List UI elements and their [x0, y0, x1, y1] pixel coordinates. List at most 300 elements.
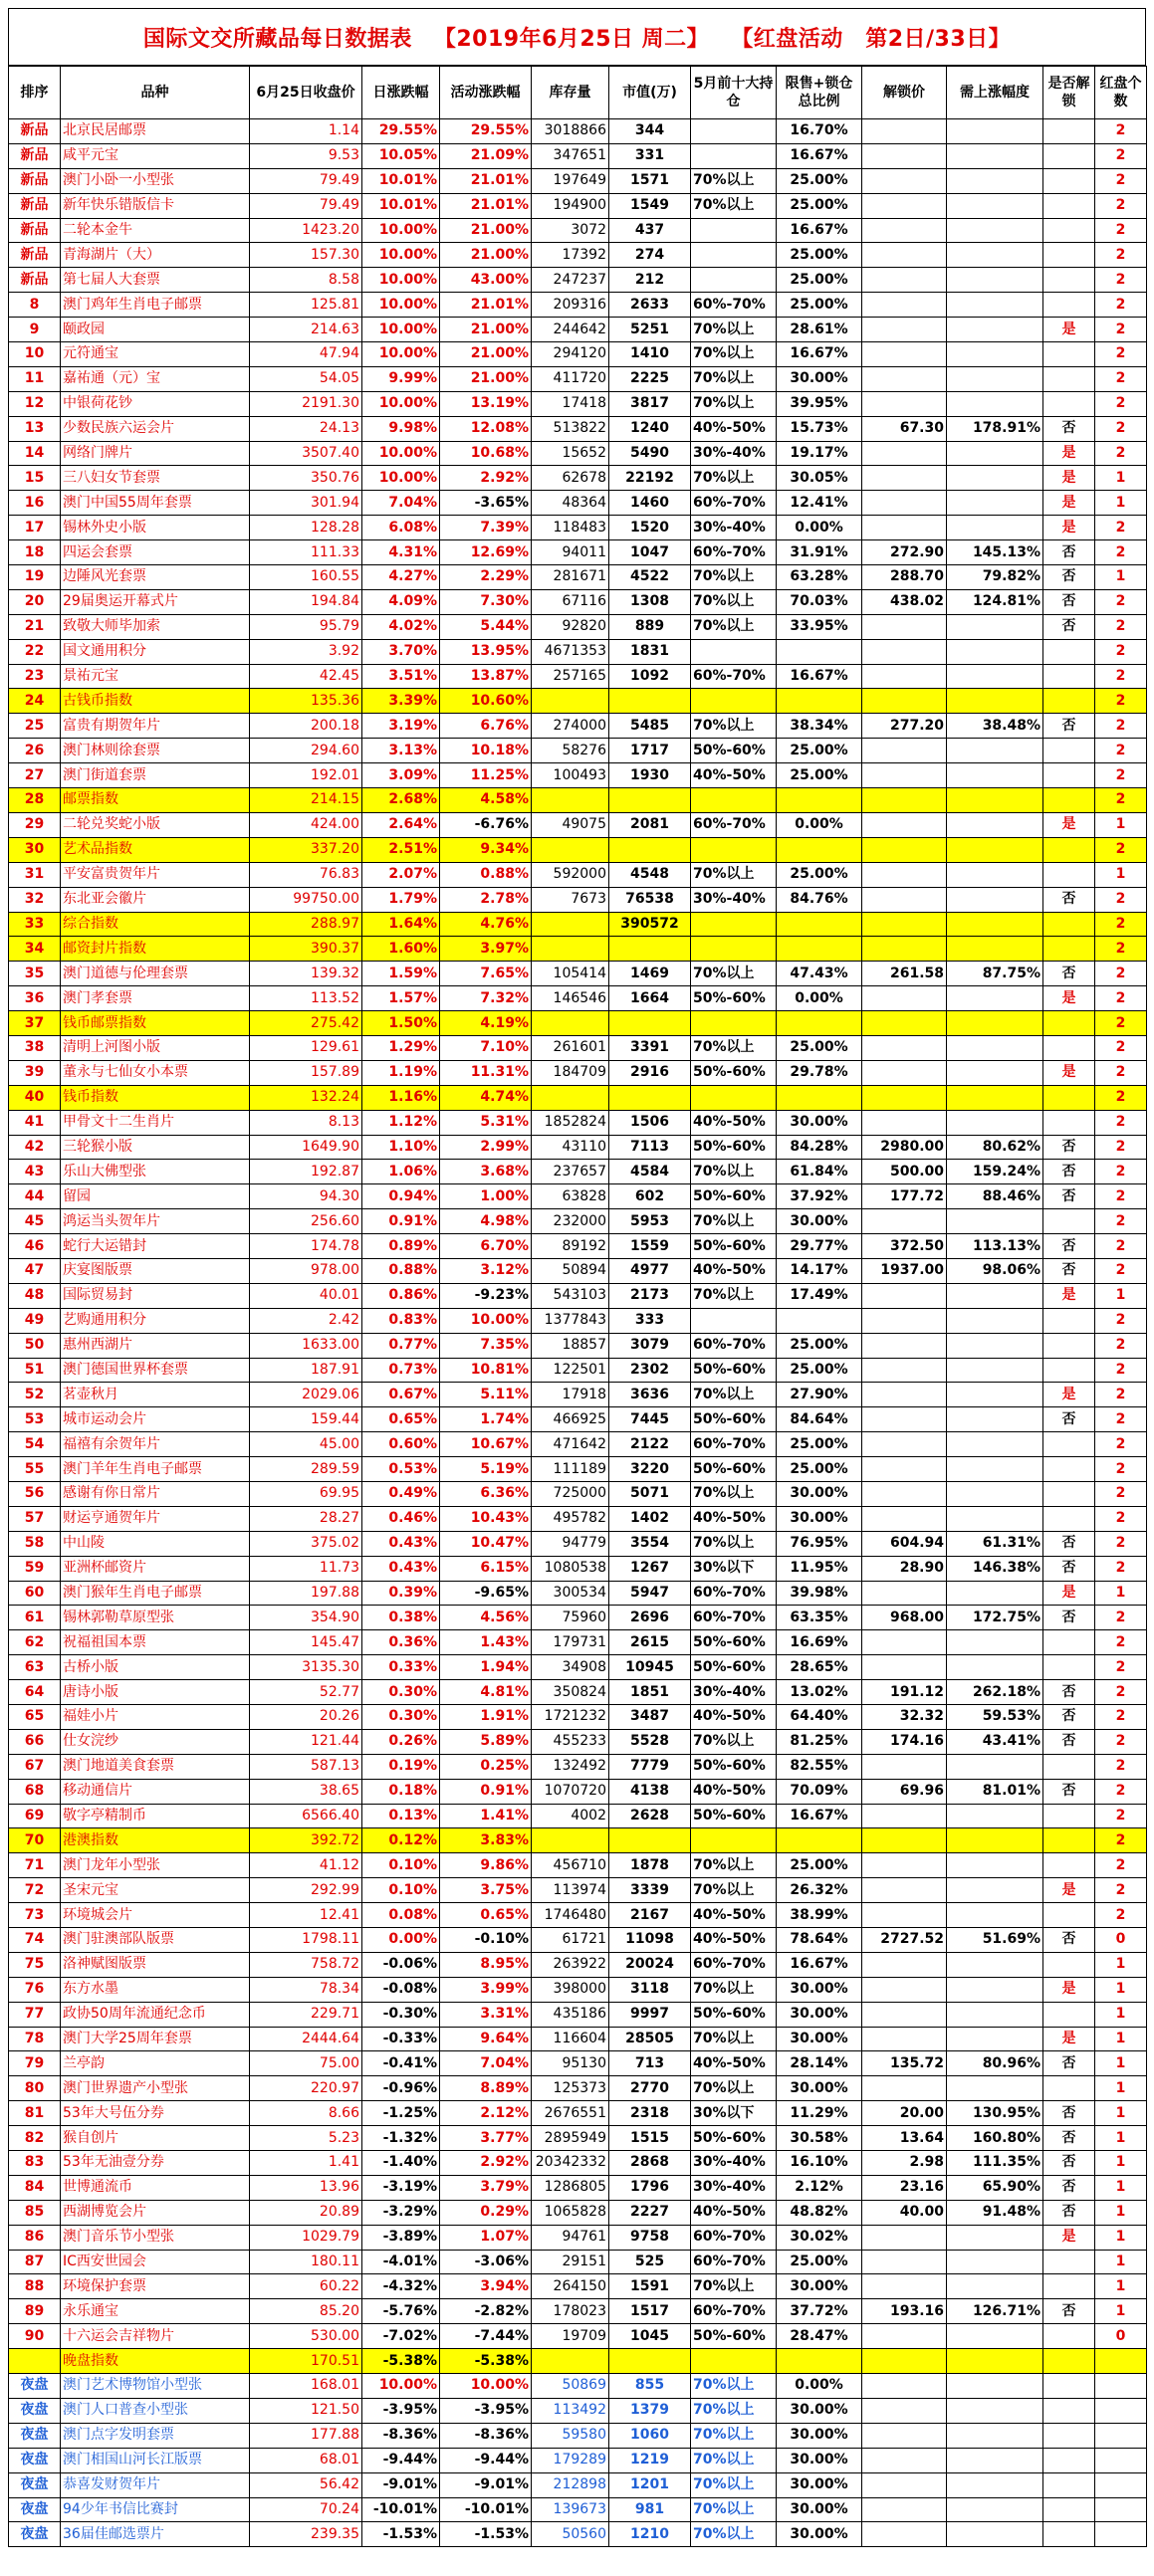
cell-activity-change: 2.12%	[440, 2101, 532, 2126]
cell-rank: 12	[9, 391, 61, 416]
cell-red-count: 2	[1095, 293, 1147, 318]
cell-red-count: 2	[1095, 1060, 1147, 1085]
cell-red-count: 2	[1095, 193, 1147, 218]
cell-is-unlocked	[1043, 342, 1095, 367]
cell-top10-holding	[691, 119, 777, 144]
cell-day-change: 3.70%	[362, 639, 440, 664]
cell-is-unlocked: 是	[1043, 1060, 1095, 1085]
cell-needed-rise	[947, 318, 1043, 342]
cell-unlock-price	[862, 2225, 947, 2250]
cell-day-change: 0.89%	[362, 1234, 440, 1259]
cell-name: 茗壶秋月	[61, 1383, 250, 1407]
cell-lock-ratio: 39.98%	[777, 1581, 862, 1606]
table-row	[9, 491, 1147, 516]
cell-market-cap: 1831	[609, 639, 691, 664]
cell-unlock-price	[862, 1383, 947, 1407]
cell-name: 少数民族六运会片	[61, 416, 250, 441]
cell-lock-ratio: 37.72%	[777, 2299, 862, 2324]
cell-stock: 247237	[532, 268, 609, 293]
cell-lock-ratio: 28.47%	[777, 2324, 862, 2349]
table-row	[9, 1184, 1147, 1209]
cell-is-unlocked	[1043, 2497, 1095, 2522]
cell-is-unlocked	[1043, 1457, 1095, 1482]
header-needed-rise: 需上涨幅度	[947, 67, 1043, 119]
cell-market-cap: 1851	[609, 1680, 691, 1705]
cell-close-price: 60.22	[250, 2274, 362, 2299]
cell-red-count: 2	[1095, 1258, 1147, 1283]
cell-is-unlocked: 否	[1043, 2101, 1095, 2126]
cell-is-unlocked	[1043, 366, 1095, 391]
cell-unlock-price	[862, 862, 947, 887]
header-close-price: 6月25日收盘价	[250, 67, 362, 119]
cell-top10-holding: 60%-70%	[691, 540, 777, 565]
cell-name: 敬字亭精制币	[61, 1804, 250, 1828]
cell-top10-holding: 50%-60%	[691, 1804, 777, 1828]
cell-unlock-price	[862, 812, 947, 837]
cell-lock-ratio: 30.00%	[777, 1481, 862, 1506]
cell-is-unlocked: 否	[1043, 2126, 1095, 2151]
cell-day-change: -0.30%	[362, 2002, 440, 2027]
cell-close-price: 354.90	[250, 1606, 362, 1630]
cell-market-cap: 889	[609, 614, 691, 639]
cell-is-unlocked	[1043, 1085, 1095, 1110]
cell-stock: 29151	[532, 2250, 609, 2274]
cell-name: 十六运会吉祥物片	[61, 2324, 250, 2349]
cell-is-unlocked	[1043, 1952, 1095, 1977]
cell-red-count: 2	[1095, 1680, 1147, 1705]
cell-activity-change: -3.95%	[440, 2398, 532, 2423]
cell-close-price: 28.27	[250, 1506, 362, 1531]
cell-rank: 38	[9, 1035, 61, 1060]
cell-top10-holding: 70%以上	[691, 391, 777, 416]
cell-name: 邮资封片指数	[61, 937, 250, 962]
cell-red-count: 1	[1095, 491, 1147, 516]
sheet-title-bar	[8, 8, 1146, 66]
cell-stock	[532, 937, 609, 962]
cell-rank	[9, 2349, 61, 2374]
cell-day-change: 4.02%	[362, 614, 440, 639]
cell-is-unlocked	[1043, 1481, 1095, 1506]
cell-rank: 新品	[9, 218, 61, 243]
cell-market-cap: 1410	[609, 342, 691, 367]
cell-top10-holding: 70%以上	[691, 589, 777, 614]
cell-top10-holding: 50%-60%	[691, 1457, 777, 1482]
cell-activity-change: 21.00%	[440, 342, 532, 367]
cell-rank: 74	[9, 1928, 61, 1953]
cell-top10-holding: 50%-60%	[691, 2126, 777, 2151]
cell-red-count: 2	[1095, 1234, 1147, 1259]
table-row	[9, 763, 1147, 788]
table-row	[9, 2076, 1147, 2101]
cell-unlock-price	[862, 763, 947, 788]
cell-red-count: 2	[1095, 516, 1147, 540]
cell-close-price: 157.30	[250, 243, 362, 268]
cell-unlock-price: 191.12	[862, 1680, 947, 1705]
cell-activity-change: 1.00%	[440, 1184, 532, 1209]
cell-market-cap: 1460	[609, 491, 691, 516]
cell-is-unlocked	[1043, 1011, 1095, 1036]
cell-unlock-price	[862, 2349, 947, 2374]
cell-lock-ratio: 30.00%	[777, 1977, 862, 2002]
table-row	[9, 1308, 1147, 1333]
cell-is-unlocked	[1043, 2324, 1095, 2349]
cell-rank: 35	[9, 962, 61, 986]
cell-name: 新年快乐错版信卡	[61, 193, 250, 218]
cell-close-price: 197.88	[250, 1581, 362, 1606]
cell-day-change: 10.00%	[362, 2374, 440, 2399]
cell-top10-holding: 70%以上	[691, 2274, 777, 2299]
cell-activity-change: -5.38%	[440, 2349, 532, 2374]
cell-needed-rise	[947, 2349, 1043, 2374]
cell-top10-holding	[691, 2349, 777, 2374]
cell-day-change: 10.00%	[362, 268, 440, 293]
cell-market-cap: 4977	[609, 1258, 691, 1283]
cell-needed-rise: 113.13%	[947, 1234, 1043, 1259]
cell-stock: 592000	[532, 862, 609, 887]
cell-top10-holding: 60%-70%	[691, 664, 777, 689]
cell-red-count: 2	[1095, 218, 1147, 243]
cell-needed-rise	[947, 937, 1043, 962]
cell-close-price: 8.13	[250, 1110, 362, 1135]
cell-day-change: 1.64%	[362, 912, 440, 937]
cell-market-cap: 2302	[609, 1358, 691, 1383]
cell-day-change: 0.10%	[362, 1853, 440, 1878]
cell-name: 艺购通用积分	[61, 1308, 250, 1333]
cell-name: 董永与七仙女小本票	[61, 1060, 250, 1085]
cell-activity-change: 3.99%	[440, 1977, 532, 2002]
cell-rank: 33	[9, 912, 61, 937]
table-row	[9, 540, 1147, 565]
cell-name: 澳门龙年小型张	[61, 1853, 250, 1878]
cell-name: 鸿运当头贺年片	[61, 1209, 250, 1234]
cell-market-cap: 1591	[609, 2274, 691, 2299]
cell-rank: 47	[9, 1258, 61, 1283]
cell-top10-holding: 50%-60%	[691, 1630, 777, 1655]
cell-unlock-price: 69.96	[862, 1779, 947, 1804]
cell-close-price: 1798.11	[250, 1928, 362, 1953]
cell-is-unlocked: 是	[1043, 491, 1095, 516]
cell-needed-rise: 124.81%	[947, 589, 1043, 614]
cell-market-cap: 3554	[609, 1531, 691, 1556]
cell-lock-ratio: 30.00%	[777, 2027, 862, 2051]
cell-close-price: 68.01	[250, 2448, 362, 2472]
cell-rank: 29	[9, 812, 61, 837]
cell-top10-holding	[691, 639, 777, 664]
cell-unlock-price	[862, 1011, 947, 1036]
cell-red-count: 2	[1095, 1903, 1147, 1928]
night-session-row	[9, 2497, 1147, 2522]
cell-stock: 1065828	[532, 2200, 609, 2225]
cell-close-price: 54.05	[250, 366, 362, 391]
cell-is-unlocked	[1043, 391, 1095, 416]
cell-unlock-price	[862, 1085, 947, 1110]
cell-red-count: 2	[1095, 689, 1147, 714]
cell-red-count: 1	[1095, 2200, 1147, 2225]
cell-close-price: 1029.79	[250, 2225, 362, 2250]
table-row	[9, 1804, 1147, 1828]
cell-activity-change: 7.39%	[440, 516, 532, 540]
cell-close-price: 2029.06	[250, 1383, 362, 1407]
cell-close-price: 85.20	[250, 2299, 362, 2324]
cell-is-unlocked	[1043, 2274, 1095, 2299]
cell-activity-change: 21.01%	[440, 168, 532, 193]
cell-close-price: 78.34	[250, 1977, 362, 2002]
table-row	[9, 2101, 1147, 2126]
cell-unlock-price: 261.58	[862, 962, 947, 986]
cell-name: 四运会套票	[61, 540, 250, 565]
cell-market-cap: 1796	[609, 2175, 691, 2200]
cell-market-cap: 3487	[609, 1705, 691, 1730]
cell-red-count: 2	[1095, 1481, 1147, 1506]
cell-red-count: 2	[1095, 1407, 1147, 1432]
cell-market-cap: 2173	[609, 1283, 691, 1308]
table-row	[9, 391, 1147, 416]
cell-lock-ratio: 12.41%	[777, 491, 862, 516]
cell-is-unlocked	[1043, 2472, 1095, 2497]
cell-red-count: 2	[1095, 1432, 1147, 1457]
cell-is-unlocked	[1043, 739, 1095, 763]
cell-needed-rise	[947, 1333, 1043, 1358]
cell-needed-rise	[947, 342, 1043, 367]
table-row	[9, 318, 1147, 342]
cell-market-cap	[609, 788, 691, 813]
cell-name: 晚盘指数	[61, 2349, 250, 2374]
cell-close-price: 129.61	[250, 1035, 362, 1060]
cell-day-change: -3.19%	[362, 2175, 440, 2200]
cell-lock-ratio	[777, 1828, 862, 1853]
cell-day-change: 1.12%	[362, 1110, 440, 1135]
cell-market-cap: 7113	[609, 1135, 691, 1160]
cell-activity-change: 4.74%	[440, 1085, 532, 1110]
cell-close-price: 424.00	[250, 812, 362, 837]
cell-day-change: 0.43%	[362, 1556, 440, 1581]
cell-lock-ratio: 26.32%	[777, 1878, 862, 1903]
cell-market-cap: 10945	[609, 1655, 691, 1680]
cell-red-count: 1	[1095, 2027, 1147, 2051]
cell-unlock-price	[862, 293, 947, 318]
cell-market-cap: 2770	[609, 2076, 691, 2101]
cell-rank: 新品	[9, 193, 61, 218]
cell-name: 国际贸易封	[61, 1283, 250, 1308]
cell-red-count: 2	[1095, 1655, 1147, 1680]
cell-lock-ratio	[777, 2349, 862, 2374]
cell-unlock-price	[862, 366, 947, 391]
cell-lock-ratio	[777, 1085, 862, 1110]
cell-close-price: 24.13	[250, 416, 362, 441]
cell-name: 唐诗小版	[61, 1680, 250, 1705]
cell-unlock-price	[862, 391, 947, 416]
cell-activity-change: 11.31%	[440, 1060, 532, 1085]
cell-close-price: 40.01	[250, 1283, 362, 1308]
cell-is-unlocked	[1043, 1035, 1095, 1060]
cell-activity-change: -2.82%	[440, 2299, 532, 2324]
cell-close-price: 5.23	[250, 2126, 362, 2151]
table-row	[9, 1209, 1147, 1234]
cell-activity-change: 3.31%	[440, 2002, 532, 2027]
cell-name: 澳门点字发明套票	[61, 2423, 250, 2448]
cell-market-cap: 1469	[609, 962, 691, 986]
cell-unlock-price	[862, 1407, 947, 1432]
cell-red-count: 2	[1095, 1556, 1147, 1581]
cell-top10-holding: 70%以上	[691, 2497, 777, 2522]
cell-market-cap: 1520	[609, 516, 691, 540]
cell-close-price: 239.35	[250, 2522, 362, 2547]
table-body	[9, 119, 1147, 2547]
cell-stock: 43110	[532, 1135, 609, 1160]
cell-rank: 31	[9, 862, 61, 887]
cell-unlock-price	[862, 1977, 947, 2002]
cell-activity-change: 1.41%	[440, 1804, 532, 1828]
cell-close-price: 79.49	[250, 168, 362, 193]
cell-activity-change: 8.95%	[440, 1952, 532, 1977]
cell-close-price: 390.37	[250, 937, 362, 962]
cell-lock-ratio: 61.84%	[777, 1160, 862, 1184]
cell-name: 第七届人大套票	[61, 268, 250, 293]
cell-close-price: 95.79	[250, 614, 362, 639]
cell-top10-holding: 70%以上	[691, 962, 777, 986]
table-row	[9, 1333, 1147, 1358]
table-row	[9, 2002, 1147, 2027]
cell-red-count: 1	[1095, 2126, 1147, 2151]
cell-name: 城市运动会片	[61, 1407, 250, 1432]
cell-rank: 49	[9, 1308, 61, 1333]
cell-lock-ratio: 30.00%	[777, 2002, 862, 2027]
cell-unlock-price	[862, 1853, 947, 1878]
cell-is-unlocked: 否	[1043, 565, 1095, 590]
cell-top10-holding: 70%以上	[691, 2076, 777, 2101]
cell-red-count: 2	[1095, 1531, 1147, 1556]
cell-red-count: 1	[1095, 2051, 1147, 2076]
cell-top10-holding	[691, 689, 777, 714]
cell-top10-holding	[691, 243, 777, 268]
cell-activity-change: 10.68%	[440, 441, 532, 466]
cell-needed-rise	[947, 2076, 1043, 2101]
header-activity-change: 活动涨跌幅	[440, 67, 532, 119]
cell-name: 北京民居邮票	[61, 119, 250, 144]
cell-red-count: 2	[1095, 962, 1147, 986]
cell-market-cap: 1664	[609, 986, 691, 1011]
index-row	[9, 1011, 1147, 1036]
cell-top10-holding	[691, 143, 777, 168]
cell-stock: 58276	[532, 739, 609, 763]
cell-market-cap: 5490	[609, 441, 691, 466]
cell-close-price: 9.53	[250, 143, 362, 168]
cell-rank: 57	[9, 1506, 61, 1531]
table-row	[9, 2200, 1147, 2225]
cell-red-count: 2	[1095, 1358, 1147, 1383]
cell-close-price: 187.91	[250, 1358, 362, 1383]
cell-name: 港澳指数	[61, 1828, 250, 1853]
cell-top10-holding: 30%-40%	[691, 2175, 777, 2200]
cell-day-change: 1.57%	[362, 986, 440, 1011]
cell-is-unlocked: 是	[1043, 986, 1095, 1011]
cell-is-unlocked: 否	[1043, 2200, 1095, 2225]
cell-stock: 1721232	[532, 1705, 609, 1730]
cell-close-price: 47.94	[250, 342, 362, 367]
cell-stock: 197649	[532, 168, 609, 193]
cell-needed-rise: 43.41%	[947, 1729, 1043, 1754]
header-lock-ratio: 限售+锁仓总比例	[777, 67, 862, 119]
cell-market-cap: 5251	[609, 318, 691, 342]
cell-rank: 53	[9, 1407, 61, 1432]
cell-activity-change: 10.43%	[440, 1506, 532, 1531]
cell-market-cap: 9758	[609, 2225, 691, 2250]
table-row	[9, 664, 1147, 689]
cell-stock: 50894	[532, 1258, 609, 1283]
cell-day-change: 10.01%	[362, 193, 440, 218]
table-row	[9, 1457, 1147, 1482]
table-row	[9, 1258, 1147, 1283]
cell-red-count: 2	[1095, 837, 1147, 862]
cell-stock: 294120	[532, 342, 609, 367]
cell-stock: 244642	[532, 318, 609, 342]
collectibles-table	[8, 66, 1147, 2547]
cell-day-change: -1.32%	[362, 2126, 440, 2151]
cell-lock-ratio: 25.00%	[777, 1035, 862, 1060]
cell-market-cap: 3339	[609, 1878, 691, 1903]
cell-close-price: 160.55	[250, 565, 362, 590]
cell-rank: 90	[9, 2324, 61, 2349]
cell-is-unlocked	[1043, 143, 1095, 168]
table-row	[9, 739, 1147, 763]
cell-is-unlocked	[1043, 1655, 1095, 1680]
cell-market-cap: 1559	[609, 1234, 691, 1259]
cell-needed-rise	[947, 763, 1043, 788]
cell-close-price: 139.32	[250, 962, 362, 986]
cell-unlock-price	[862, 739, 947, 763]
cell-red-count: 2	[1095, 366, 1147, 391]
cell-rank: 67	[9, 1754, 61, 1779]
cell-name: 澳门大学25周年套票	[61, 2027, 250, 2051]
cell-top10-holding: 60%-70%	[691, 1333, 777, 1358]
cell-day-change: 0.94%	[362, 1184, 440, 1209]
cell-needed-rise	[947, 2250, 1043, 2274]
cell-needed-rise	[947, 441, 1043, 466]
cell-close-price: 3.92	[250, 639, 362, 664]
table-row	[9, 1779, 1147, 1804]
cell-day-change: 1.16%	[362, 1085, 440, 1110]
cell-needed-rise	[947, 2324, 1043, 2349]
cell-market-cap	[609, 689, 691, 714]
table-row	[9, 1160, 1147, 1184]
cell-close-price: 2.42	[250, 1308, 362, 1333]
cell-needed-rise	[947, 516, 1043, 540]
cell-lock-ratio: 30.00%	[777, 2423, 862, 2448]
cell-lock-ratio: 19.17%	[777, 441, 862, 466]
table-row	[9, 1135, 1147, 1160]
cell-top10-holding	[691, 218, 777, 243]
cell-activity-change: 13.95%	[440, 639, 532, 664]
cell-name: 钱币邮票指数	[61, 1011, 250, 1036]
cell-market-cap: 1571	[609, 168, 691, 193]
cell-is-unlocked: 是	[1043, 318, 1095, 342]
cell-unlock-price	[862, 1878, 947, 1903]
cell-stock: 17392	[532, 243, 609, 268]
cell-day-change: 10.01%	[362, 168, 440, 193]
cell-day-change: 0.53%	[362, 1457, 440, 1482]
cell-unlock-price	[862, 2002, 947, 2027]
cell-rank: 14	[9, 441, 61, 466]
cell-rank: 55	[9, 1457, 61, 1482]
cell-unlock-price	[862, 887, 947, 912]
cell-lock-ratio: 82.55%	[777, 1754, 862, 1779]
cell-is-unlocked	[1043, 2076, 1095, 2101]
cell-is-unlocked: 否	[1043, 1258, 1095, 1283]
cell-needed-rise	[947, 1110, 1043, 1135]
cell-day-change: -7.02%	[362, 2324, 440, 2349]
cell-day-change: -5.76%	[362, 2299, 440, 2324]
cell-close-price: 42.45	[250, 664, 362, 689]
